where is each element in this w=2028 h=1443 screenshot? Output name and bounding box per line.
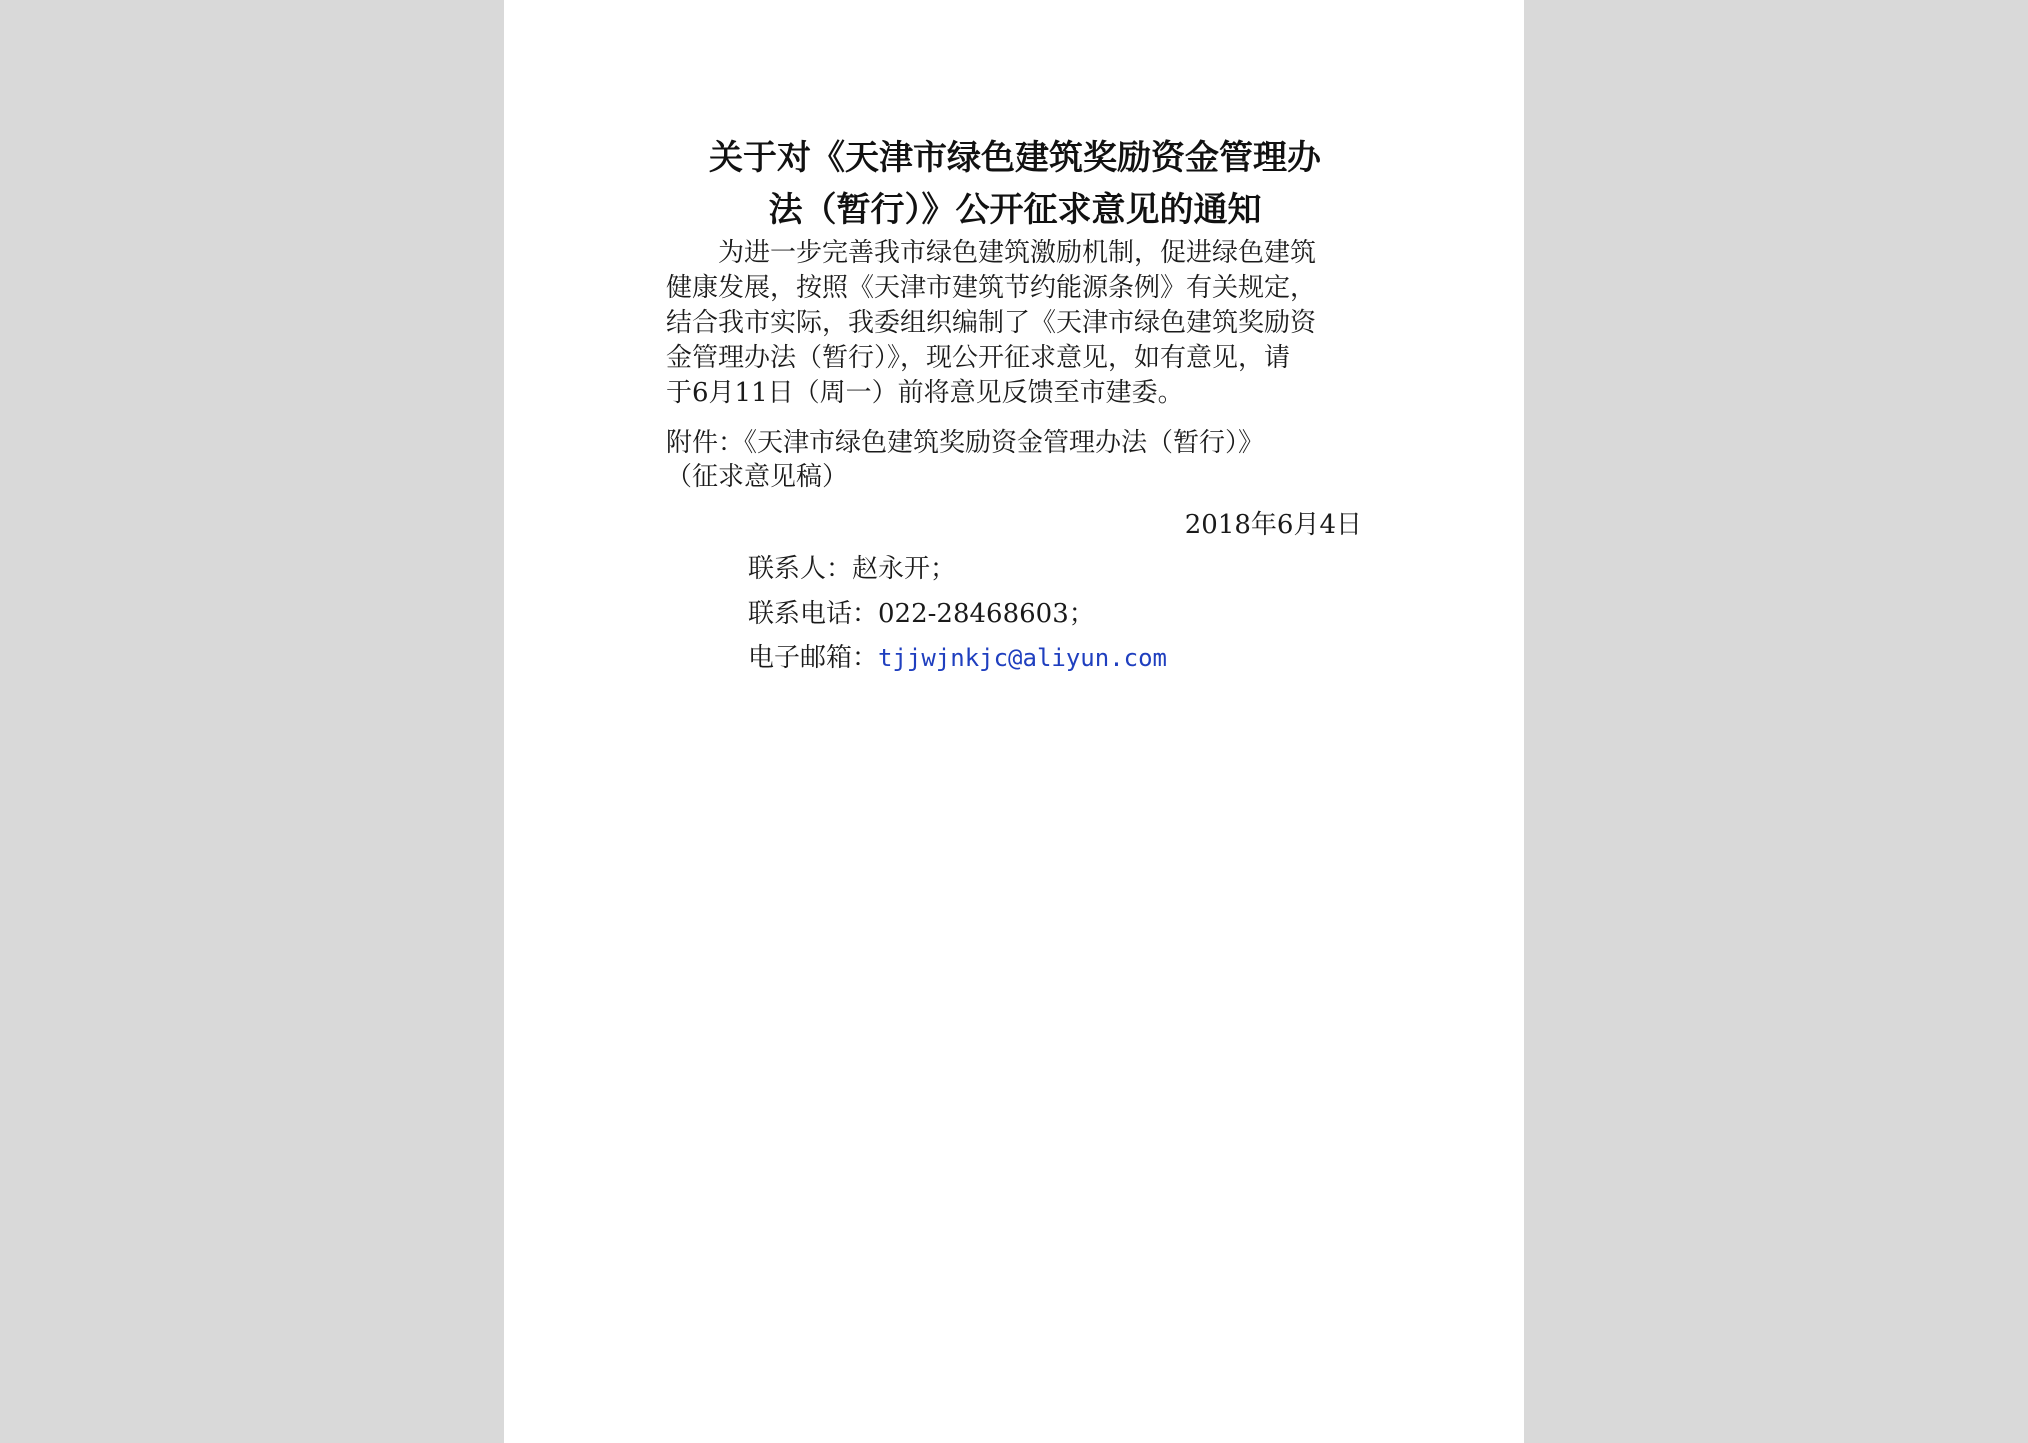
attachment-line-2: （征求意见稿） [666,462,849,492]
body-line: 健康发展，按照《天津市建筑节约能源条例》有关规定， [666,273,1317,303]
document-title [660,132,1370,236]
body-line: 于6月11日（周一）前将意见反馈至市建委。 [666,378,1184,408]
body-paragraph [666,236,1366,411]
body-line: 金管理办法（暂行）》，现公开征求意见，如有意见，请 [666,343,1291,373]
email-link[interactable]: tjjwjnkjc@aliyun.com [878,644,1167,672]
body-line: 为进一步完善我市绿色建筑激励机制，促进绿色建筑 [718,238,1317,268]
attachment-line-1: 附件：《天津市绿色建筑奖励资金管理办法（暂行）》 [666,428,1265,458]
body-line: 结合我市实际，我委组织编制了《天津市绿色建筑奖励资 [666,308,1317,338]
contact-phone: 联系电话：022-28468603； [748,599,1095,629]
contact-person: 联系人：赵永开； [748,554,957,584]
contact-email-row [748,641,1167,675]
contact-email-label: 电子邮箱： [748,643,879,673]
document-date: 2018年6月4日 [1184,510,1362,540]
title-line-2: 法（暂行）》公开征求意见的通知 [768,190,1262,230]
attachment-note [666,426,1366,494]
title-line-1: 关于对《天津市绿色建筑奖励资金管理办 [709,138,1321,178]
